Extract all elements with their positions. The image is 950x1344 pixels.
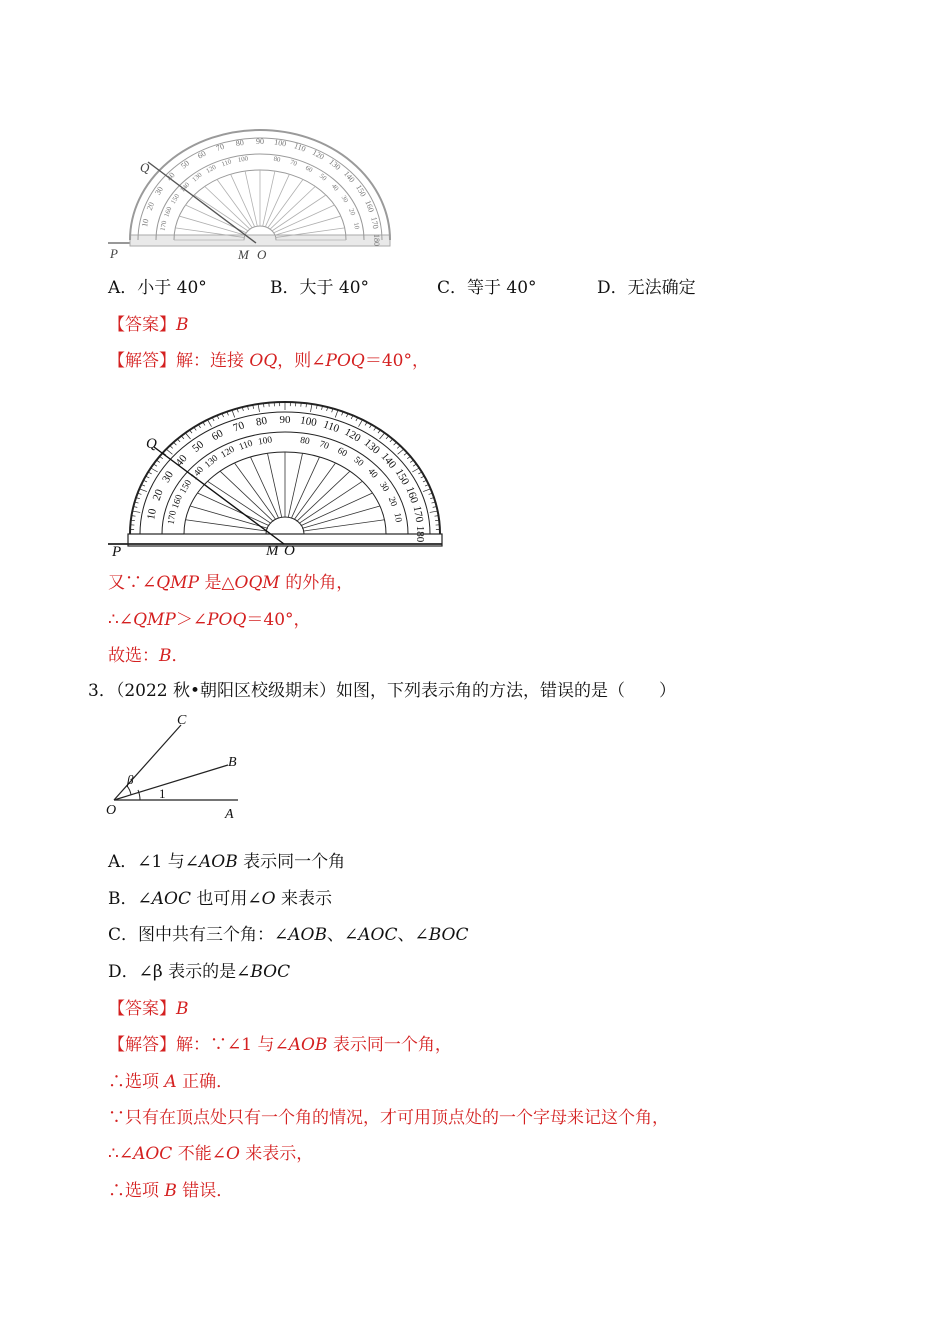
protractor-ray [245, 171, 257, 226]
protractor-inner-label: 140 [189, 464, 207, 483]
protractor-outer-label: 120 [342, 425, 363, 445]
protractor-outer-label: 60 [196, 148, 208, 161]
protractor-tick [132, 511, 140, 512]
protractor-tick [232, 410, 235, 418]
protractor-inner-label: 100 [237, 155, 249, 165]
protractor-tick [154, 464, 157, 466]
protractor-ray [190, 506, 268, 528]
q3-solution-4: ∴∠AOC 不能∠O 来表示， [108, 1144, 314, 1164]
protractor-outer-label: 180 [414, 525, 426, 543]
label-beta: β [127, 772, 134, 787]
protractor-inner-label: 60 [304, 164, 314, 175]
label-1: 1 [159, 786, 166, 801]
protractor-tick [430, 511, 438, 512]
protractor-tick [311, 404, 312, 412]
protractor-figure-1 [104, 118, 400, 264]
protractor-outer-label: 130 [361, 436, 382, 457]
protractor-tick [177, 439, 180, 442]
protractor-outer-label: 40 [173, 452, 190, 469]
protractor-outer-label: 10 [145, 507, 159, 521]
protractor-inner-label: 50 [351, 455, 366, 469]
protractor-inner-label: 50 [317, 172, 328, 183]
protractor-tick [190, 430, 192, 433]
protractor-ray [198, 493, 270, 526]
protractor-tick [423, 489, 431, 492]
q3-stem: 3．（2022 秋•朝阳区校级期末）如图，下列表示角的方法，错误的是（ ） [88, 681, 677, 701]
q3-solution-1: 【解答】解：∵∠1 与∠AOB 表示同一个角， [108, 1035, 452, 1055]
protractor-inner-label: 120 [205, 163, 218, 176]
protractor-inner-label: 70 [317, 439, 331, 452]
protractor-ray [179, 216, 245, 235]
protractor-ray [231, 174, 255, 227]
protractor-outer-label: 30 [160, 469, 177, 485]
protractor-ray [303, 520, 385, 531]
protractor-ray [297, 471, 350, 521]
protractor-ray [205, 186, 250, 229]
protractor-inner-label: 170 [166, 509, 179, 526]
protractor-outer-label: 120 [310, 147, 326, 162]
angle-figure [100, 708, 250, 824]
protractor-tick [413, 464, 416, 466]
q2-line-therefore: ∴∠QMP＞∠POQ＝40°， [108, 610, 311, 630]
protractor-outer-label: 110 [292, 141, 307, 154]
q3-option-c: C．图中共有三个角：∠AOB、∠AOC、∠BOC [108, 925, 469, 945]
protractor-outer-label: 40 [164, 170, 177, 183]
protractor-outer-label: 20 [150, 487, 166, 503]
protractor-tick [378, 430, 380, 433]
q3-solution-2: ∴选项 A 正确． [108, 1072, 234, 1092]
protractor-outer-label: 130 [327, 157, 343, 172]
protractor-ray [267, 453, 281, 518]
protractor-inner-label: 10 [391, 512, 404, 524]
protractor-ray [270, 186, 315, 229]
protractor-tick [390, 439, 393, 442]
protractor-ray [265, 174, 289, 227]
protractor-tick [374, 427, 376, 430]
protractor-tick [258, 404, 259, 412]
protractor-tick [181, 436, 184, 439]
protractor-tick [185, 433, 190, 439]
protractor-outer-label: 30 [153, 185, 166, 197]
protractor-outer-label: 90 [256, 137, 264, 146]
protractor-inner-label: 30 [339, 194, 350, 204]
protractor-outer-label: 170 [410, 505, 426, 524]
protractor-tick [404, 453, 407, 455]
protractor-inner-label: 130 [203, 453, 221, 471]
protractor-inner-label: 20 [347, 207, 357, 217]
label-m: M [266, 543, 279, 559]
protractor-inner-label: 150 [169, 193, 182, 206]
protractor-tick [139, 489, 147, 492]
q3-option-b: B．∠AOC 也可用∠O 来表示 [108, 889, 332, 909]
protractor-outer-label: 50 [190, 438, 207, 455]
option-b: B．大于 40° [270, 278, 370, 298]
protractor-inner-label: 110 [220, 158, 233, 169]
label-m: M [238, 247, 249, 262]
protractor-outer-label: 80 [235, 137, 245, 149]
label-o: O [106, 803, 117, 818]
label-a: A [225, 807, 234, 822]
protractor-tick [156, 460, 159, 462]
protractor-outer-label: 160 [403, 485, 421, 505]
protractor-tick [407, 456, 410, 458]
label-o: O [284, 543, 295, 559]
label-p: P [112, 544, 122, 560]
protractor-ray [250, 457, 278, 519]
protractor-tick [369, 425, 371, 428]
protractor-outer-label: 50 [179, 158, 192, 171]
protractor-tick [398, 449, 404, 454]
label-o: O [257, 247, 267, 262]
protractor-inner-label: 30 [377, 480, 391, 494]
protractor-tick [174, 442, 177, 445]
option-d: D．无法确定 [597, 278, 696, 298]
protractor-outer-label: 100 [299, 414, 318, 430]
label-c: C [177, 713, 187, 728]
protractor-tick [160, 456, 163, 458]
protractor-inner-label: 110 [237, 438, 255, 453]
protractor-inner-label: 20 [385, 495, 399, 508]
protractor-tick [208, 420, 212, 427]
protractor-inner-label: 40 [329, 182, 340, 193]
protractor-inner-label: 60 [335, 445, 349, 460]
protractor-ray [302, 506, 380, 528]
label-b: B [228, 755, 237, 770]
protractor-tick [335, 410, 338, 418]
q2-line-choose: 故选：B． [108, 646, 189, 666]
protractor-inner-label: 10 [351, 221, 361, 230]
protractor-ray [294, 463, 335, 520]
protractor-outer-label: 20 [144, 201, 157, 212]
label-p: P [110, 246, 118, 261]
protractor-tick [412, 468, 419, 472]
protractor-tick [386, 436, 389, 439]
protractor-inner-label: 70 [288, 158, 298, 168]
protractor-tick [194, 427, 196, 430]
protractor-ray [268, 179, 303, 227]
protractor-outer-label: 180 [372, 234, 381, 246]
protractor-outer-label: 150 [353, 183, 368, 199]
protractor-outer-label: 160 [363, 199, 376, 214]
q3-option-a: A．∠1 与∠AOB 表示同一个角 [108, 852, 346, 872]
protractor-inner-label: 100 [257, 435, 273, 448]
protractor-inner-label: 130 [191, 171, 204, 184]
protractor-tick [198, 425, 200, 428]
protractor-ray [263, 171, 275, 226]
protractor-ray [288, 453, 302, 518]
q3-option-d: D．∠β 表示的是∠BOC [108, 962, 291, 982]
protractor-outer-label: 70 [214, 141, 226, 154]
protractor-tick [394, 442, 397, 445]
protractor-inner-label: 80 [299, 435, 311, 448]
protractor-outer-label: 110 [321, 418, 341, 436]
protractor-ray [275, 216, 341, 235]
label-q: Q [146, 436, 157, 452]
protractor-outer-label: 10 [140, 218, 151, 228]
protractor-tick [397, 446, 400, 449]
q3-solution-5: ∴选项 B 错误． [108, 1181, 234, 1201]
protractor-inner-label: 160 [163, 206, 174, 219]
protractor-outer-label: 70 [231, 419, 247, 435]
protractor-ray [217, 179, 252, 227]
protractor-outer-label: 140 [378, 450, 399, 471]
protractor-inner-label: 140 [179, 181, 192, 194]
q2-solution: 【解答】解：连接 OQ，则∠POQ＝40°， [108, 351, 429, 371]
q2-line-exterior: 又∵∠QMP 是△OQM 的外角， [108, 573, 354, 593]
protractor-tick [170, 446, 173, 449]
protractor-tick [410, 460, 413, 462]
protractor-inner-label: 150 [178, 478, 195, 496]
protractor-inner-label: 40 [365, 466, 380, 481]
protractor-inner-label: 160 [170, 493, 185, 511]
protractor-outer-label: 60 [209, 427, 226, 444]
protractor-figure-2 [104, 384, 450, 560]
option-a: A．小于 40° [108, 278, 207, 298]
protractor-outer-label: 170 [369, 216, 381, 230]
protractor-outer-label: 80 [255, 414, 269, 429]
protractor-inner-label: 170 [159, 220, 169, 232]
protractor-ray [291, 457, 319, 519]
protractor-inner-label: 120 [219, 444, 237, 461]
label-q: Q [140, 160, 150, 175]
q2-answer: 【答案】B [108, 315, 189, 335]
protractor-outer-label: 150 [392, 466, 412, 488]
protractor-tick [151, 468, 158, 472]
protractor-outer-label: 100 [273, 137, 287, 149]
protractor-outer-label: 140 [341, 169, 357, 185]
q3-solution-3: ∵只有在顶点处只有一个角的情况，才可用顶点处的一个字母来记这个角， [108, 1108, 669, 1128]
protractor-tick [166, 449, 172, 454]
q3-answer: 【答案】B [108, 999, 189, 1019]
protractor-outer-label: 90 [279, 414, 291, 426]
protractor-inner-label: 80 [272, 155, 281, 164]
protractor-ray [220, 471, 273, 521]
option-c: C．等于 40° [437, 278, 537, 298]
protractor-ray [301, 493, 373, 526]
protractor-tick [379, 433, 384, 439]
protractor-tick [359, 420, 363, 427]
